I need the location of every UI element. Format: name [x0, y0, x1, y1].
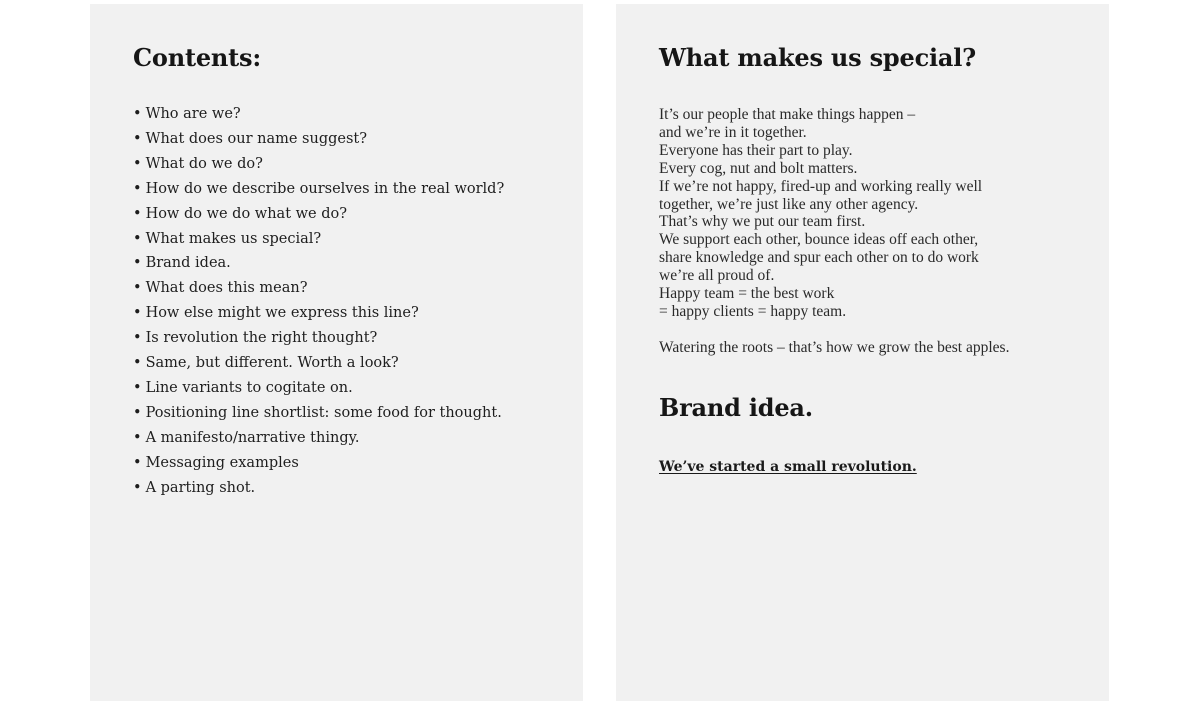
- contents-item: • What do we do?: [133, 155, 263, 172]
- body-line: That’s why we put our team first.: [659, 213, 866, 231]
- contents-item: • Messaging examples: [133, 454, 299, 471]
- brand-idea-title: Brand idea.: [659, 392, 813, 422]
- body-line: together, we’re just like any other agency.: [659, 195, 919, 213]
- contents-item: • Who are we?: [133, 106, 241, 122]
- special-title: What makes us special?: [659, 43, 977, 72]
- body-line: We support each other, bounce ideas off each other,: [659, 231, 979, 249]
- body-line: = happy clients = happy team.: [659, 302, 847, 320]
- body-line: Happy team = the best work: [659, 285, 835, 303]
- special-body: [659, 106, 1109, 321]
- contents-item: • What does this mean?: [133, 280, 308, 297]
- body-line: share knowledge and spur each other on to do work: [659, 249, 979, 267]
- contents-title: Contents:: [133, 43, 262, 72]
- brand-line: We’ve started a small revolution.: [659, 458, 917, 475]
- contents-item: • How do we describe ourselves in the real world?: [133, 180, 505, 197]
- body-line: we’re all proud of.: [659, 267, 775, 285]
- contents-page: [90, 4, 583, 701]
- contents-item: • What makes us special?: [133, 230, 322, 247]
- contents-item: • What does our name suggest?: [133, 130, 368, 147]
- contents-item: • Line variants to cogitate on.: [133, 379, 353, 396]
- contents-item: • Positioning line shortlist: some food for thought.: [133, 404, 502, 421]
- body-line: Everyone has their part to play.: [659, 141, 853, 159]
- contents-item: • A manifesto/narrative thingy.: [133, 429, 360, 446]
- body-line: Every cog, nut and bolt matters.: [659, 159, 858, 177]
- body-line: If we’re not happy, fired-up and working really well: [659, 177, 983, 195]
- special-page: [616, 4, 1109, 701]
- contents-item: • How else might we express this line?: [133, 305, 419, 322]
- contents-item: • Same, but different. Worth a look?: [133, 355, 399, 372]
- contents-list: [133, 102, 583, 501]
- contents-item: • A parting shot.: [133, 479, 256, 496]
- closing-line: Watering the roots – that’s how we grow the best apples.: [659, 338, 1010, 356]
- contents-item: • How do we do what we do?: [133, 205, 348, 222]
- contents-item: • Is revolution the right thought?: [133, 330, 378, 347]
- body-line: It’s our people that make things happen –: [659, 106, 916, 123]
- contents-item: • Brand idea.: [133, 255, 231, 272]
- body-line: and we’re in it together.: [659, 123, 807, 141]
